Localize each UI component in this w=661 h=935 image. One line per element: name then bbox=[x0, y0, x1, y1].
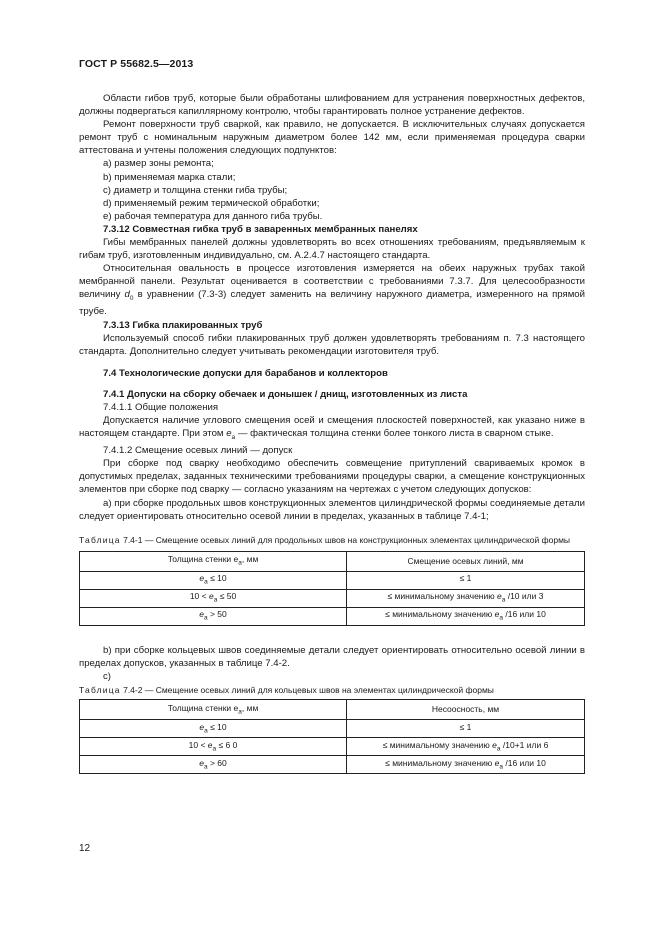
column-header: Несоосность, мм bbox=[347, 700, 585, 720]
list-item: c) диаметр и толщина стенки гиба трубы; bbox=[103, 184, 288, 196]
table-row bbox=[80, 589, 585, 607]
table-row bbox=[80, 607, 585, 625]
table-row bbox=[80, 720, 585, 738]
paragraph: b) при сборке кольцевых швов соединяемые детали следует ориентировать относительно осевой линии в пределах допусков, указанных в таблице 7.4-2. bbox=[79, 644, 585, 670]
table-cell: ≤ минимальному значению $e_a$ /16 или 10 bbox=[347, 607, 585, 625]
paragraph: c) bbox=[103, 671, 111, 683]
paragraph: Относительная овальность в процессе изготовления измеряется на обеих наружных трубах такой мембранной панели. Результат оценивается в соответствии с требованиями 7.3.7. Для целесообразности величину $d_0$ в уравнении (7.3-3) следует заменить на величину наружного диаметра, измеренного на прямой трубе. bbox=[79, 263, 585, 318]
subsection-heading-7-4-1-2: 7.4.1.2 Смещение осевых линий — допуск bbox=[103, 445, 293, 457]
subsection-heading-7-4-1-1: 7.4.1.1 Общие положения bbox=[103, 401, 219, 413]
table-row bbox=[80, 756, 585, 774]
paragraph: а) при сборке продольных швов конструкционных элементов цилиндрической формы соединяемые детали следует ориентировать относительно осевой линии в пределах, указанных в таблице 7.4-1; bbox=[79, 497, 585, 522]
paragraph: Допускается наличие углового смещения осей и смещения плоскостей поверхностей, как указано ниже в настоящем стандарте. При этом $e_a$ — фактическая толщина стенки более тонкого листа в сварном стыке. bbox=[79, 415, 585, 442]
column-header: Смещение осевых линий, мм bbox=[347, 551, 585, 571]
document-header: ГОСТ Р 55682.5—2013 bbox=[79, 58, 194, 70]
section-heading-7-3-13: 7.3.13 Гибка плакированных труб bbox=[103, 319, 263, 331]
page-body bbox=[79, 92, 585, 774]
list-item: b) применяемая марка стали; bbox=[103, 171, 236, 183]
table-cell: ≤ минимальному значению $e_a$ /16 или 10 bbox=[347, 756, 585, 774]
table-cell: $e_a \le 10$ bbox=[80, 571, 347, 589]
paragraph: Области гибов труб, которые были обработаны шлифованием для устранения поверхностных дефектов, должны подвергаться капиллярному контролю, чтобы гарантировать полное устранение дефектов. bbox=[79, 93, 585, 118]
table-row bbox=[80, 738, 585, 756]
paragraph: Используемый способ гибки плакированных труб должен удовлетворять требованиям п. 7.3 настоящего стандарта. Дополнительно следует учитывать рекомендации изготовителя труб. bbox=[79, 332, 585, 357]
table-cell: $10 < e_a \le 50$ bbox=[80, 589, 347, 607]
table-cell: $e_a > 60$ bbox=[80, 756, 347, 774]
table-cell: ≤ 1 bbox=[347, 720, 585, 738]
table-cell: ≤ минимальному значению $e_a$ /10+1 или 6 bbox=[347, 738, 585, 756]
page-number: 12 bbox=[79, 843, 91, 854]
list-item: a) размер зоны ремонта; bbox=[103, 158, 214, 170]
list-item: e) рабочая температура для данного гиба трубы. bbox=[103, 210, 323, 222]
paragraph: Ремонт поверхности труб сваркой, как правило, не допускается. В исключительных случаях допускается ремонт труб с номинальным наружным диаметром более 142 мм, если применяемая процедура сварки аттестована и учтены положения следующих подпунктов: bbox=[79, 119, 585, 157]
section-heading-7-4-1: 7.4.1 Допуски на сборку обечаек и донышек / днищ, изготовленных из листа bbox=[103, 388, 468, 400]
table-7-4-1 bbox=[79, 551, 585, 626]
table-header-row bbox=[80, 551, 585, 571]
table-cell: ≤ минимальному значению $e_a$ /10 или 3 bbox=[347, 589, 585, 607]
table-cell: $e_a \le 10$ bbox=[80, 720, 347, 738]
column-header: Толщина стенки $e_a$, мм bbox=[80, 551, 347, 571]
column-header: Толщина стенки $e_a$, мм bbox=[80, 700, 347, 720]
paragraph: Гибы мембранных панелей должны удовлетворять во всех отношениях требованиям, предъявляемым к гибам труб, изготовленным индивидуально, см. А.2.4.7 настоящего стандарта. bbox=[79, 237, 585, 262]
table-7-4-2 bbox=[79, 699, 585, 774]
table-header-row bbox=[80, 700, 585, 720]
list-item: d) применяемый режим термической обработки; bbox=[103, 197, 320, 209]
table-caption-7-4-2: Таблица 7.4-2 — Смещение осевых линий для кольцевых швов на элементах цилиндрической формы bbox=[79, 685, 494, 696]
table-cell: $e_a > 50$ bbox=[80, 607, 347, 625]
section-heading-7-3-12: 7.3.12 Совместная гибка труб в заваренных мембранных панелях bbox=[103, 223, 418, 235]
paragraph: При сборке под сварку необходимо обеспечить совмещение притуплений свариваемых кромок в допустимых пределах, заданных техническими требованиями процедуры сварки, а смещение конструкционных элементов при сборке под сварку — согласно указаниям на чертежах с учетом следующих допусков: bbox=[79, 458, 585, 496]
table-cell: ≤ 1 bbox=[347, 571, 585, 589]
table-caption-7-4-1: Таблица 7.4-1 — Смещение осевых линий для продольных швов на конструкционных элементах цилиндрической формы bbox=[79, 534, 571, 545]
table-row bbox=[80, 571, 585, 589]
table-cell: $10 < e_a \le 6$ 0 bbox=[80, 738, 347, 756]
section-heading-7-4: 7.4 Технологические допуски для барабанов и коллекторов bbox=[103, 367, 388, 379]
